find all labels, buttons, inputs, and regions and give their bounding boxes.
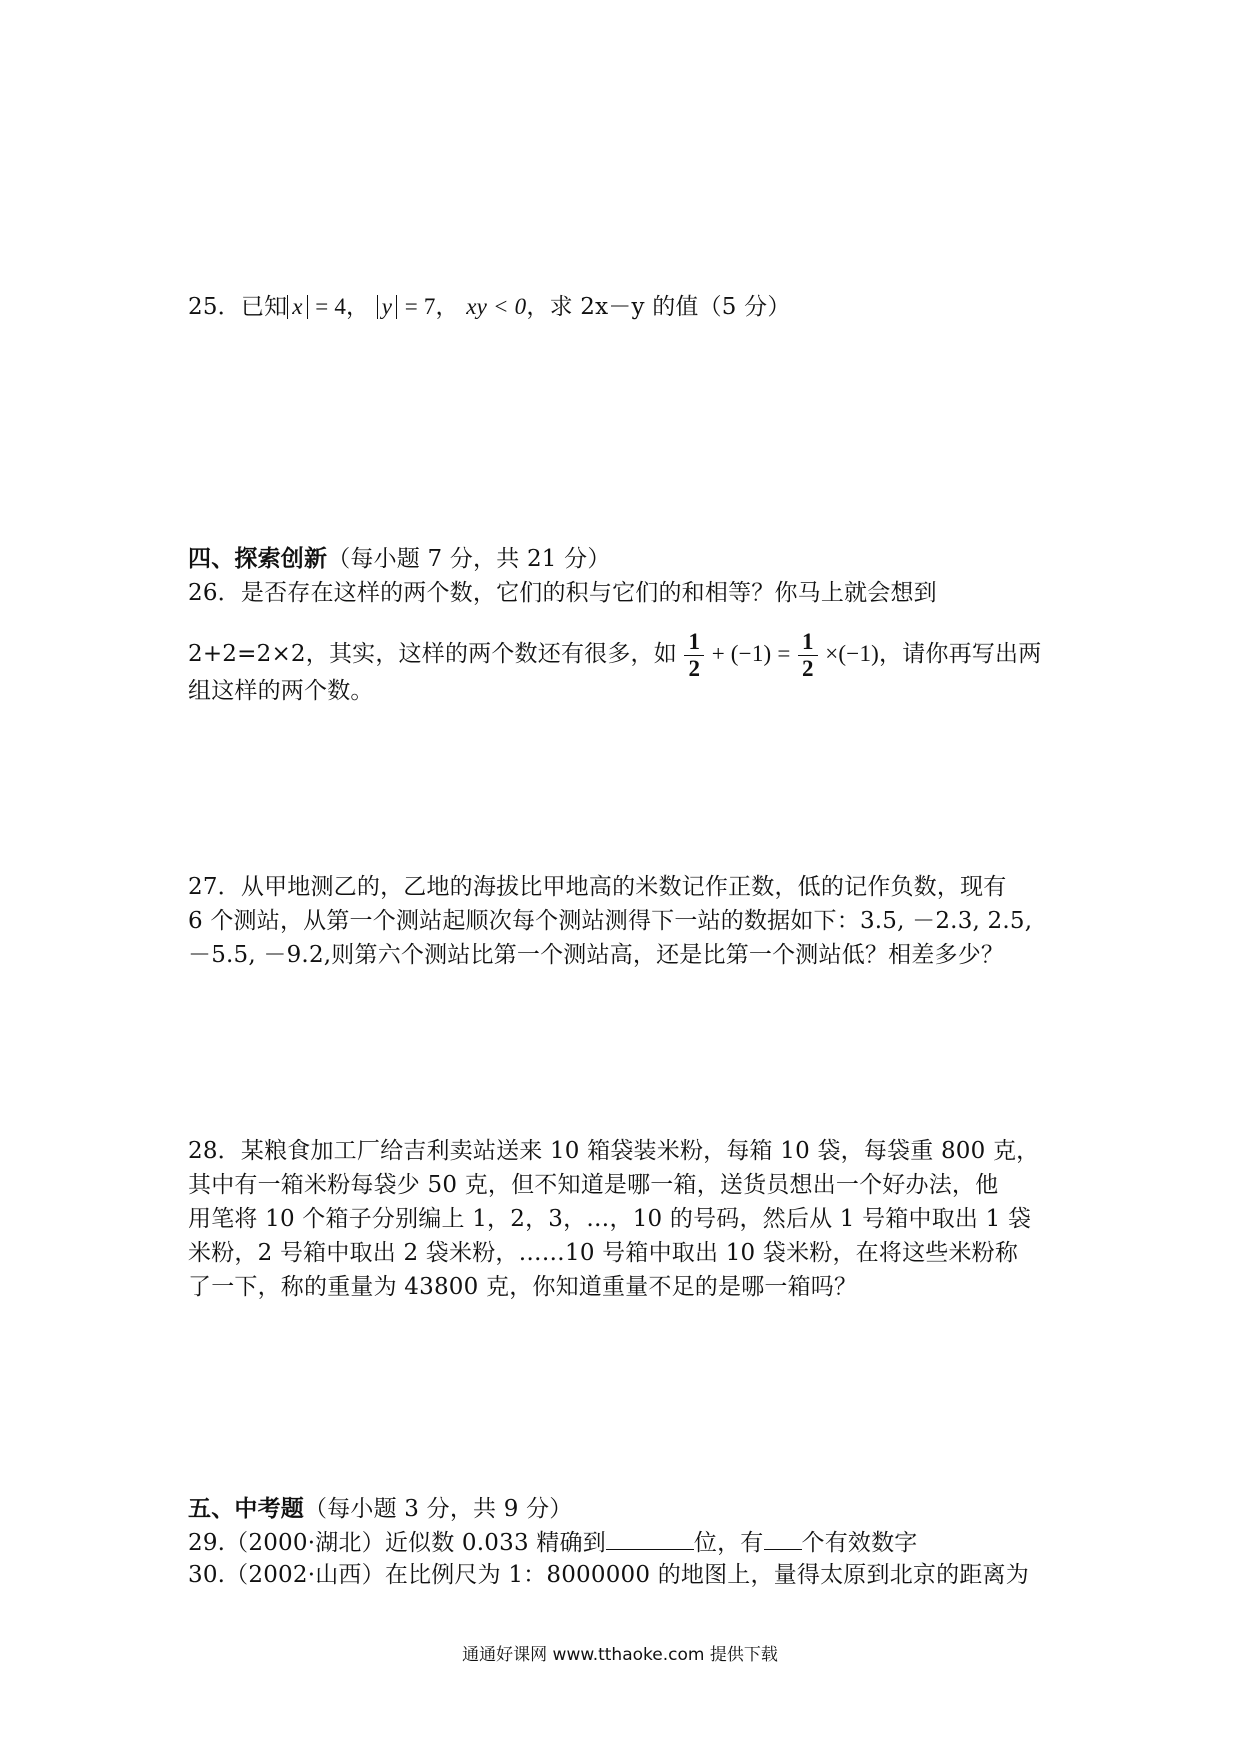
q28-line-3: 用笔将 10 个箱子分别编上 1，2，3，…，10 的号码，然后从 1 号箱中取出 1 袋 xyxy=(188,1206,1032,1232)
fraction-one-half-2 xyxy=(800,629,816,682)
q29-suffix: 个有效数字 xyxy=(801,1530,918,1556)
q29-prefix: 29.（2000·湖北）近似数 0.033 精确到 xyxy=(188,1530,606,1556)
q25-condition: xy < 0 xyxy=(466,294,527,319)
q25-suffix: ，求 2x－y 的值（5 分） xyxy=(526,294,791,320)
q26-line2-prefix: 2+2=2×2，其实，这样的两个数还有很多，如 xyxy=(188,641,677,667)
q26-middle-expression: + (−1) = xyxy=(711,641,791,666)
q26-line-3: 组这样的两个数。 xyxy=(188,678,374,704)
section-4-heading xyxy=(188,544,611,574)
q25-eq1: = 4， xyxy=(315,294,370,319)
q26-line2-suffix: ，请你再写出两 xyxy=(879,641,1042,667)
section-5-note: （每小题 3 分，共 9 分） xyxy=(304,1496,573,1522)
fraction-numerator: 1 xyxy=(802,628,814,654)
section-5-heading xyxy=(188,1494,573,1524)
fraction-denominator: 2 xyxy=(798,655,818,682)
q27-line-2: 6 个测站，从第一个测站起顺次每个测站测得下一站的数据如下：3.5, －2.3, 2.5, xyxy=(188,908,1033,934)
q26-line-2 xyxy=(188,624,1041,684)
question-25 xyxy=(188,292,791,322)
q25-eq2: = 7， xyxy=(404,294,459,319)
section-4-title: 四、探索创新 xyxy=(188,545,328,572)
q28-line-1: 28．某粮食加工厂给吉利卖站送来 10 箱袋装米粉，每箱 10 袋，每袋重 800 克， xyxy=(188,1138,1040,1164)
q27-line-1: 27．从甲地测乙的，乙地的海拔比甲地高的米数记作正数，低的记作负数，现有 xyxy=(188,874,1007,900)
answer-blank-sig-figs[interactable] xyxy=(764,1527,802,1550)
q30-line-1: 30.（2002·山西）在比例尺为 1：8000000 的地图上，量得太原到北京的距离为 xyxy=(188,1562,1029,1588)
q29-mid: 位，有 xyxy=(693,1530,764,1556)
q26-line-1: 26．是否存在这样的两个数，它们的积与它们的和相等？你马上就会想到 xyxy=(188,580,937,606)
page-footer: 通通好课网 www.tthaoke.com 提供下载 xyxy=(462,1645,778,1665)
section-5-title: 五、中考题 xyxy=(188,1495,304,1522)
q28-line-2: 其中有一箱米粉每袋少 50 克，但不知道是哪一箱，送货员想出一个好办法，他 xyxy=(188,1172,999,1198)
q25-prefix: 25．已知 xyxy=(188,294,288,320)
fraction-one-half xyxy=(686,629,702,682)
fraction-denominator: 2 xyxy=(684,655,704,682)
section-4-note: （每小题 7 分，共 21 分） xyxy=(327,546,611,572)
q26-tail-expression: ×(−1) xyxy=(825,641,880,666)
q28-line-5: 了一下，称的重量为 43800 克，你知道重量不足的是哪一箱吗？ xyxy=(188,1274,858,1300)
abs-y: y xyxy=(377,295,397,319)
answer-blank-precision[interactable] xyxy=(606,1527,694,1550)
question-29 xyxy=(188,1527,918,1558)
q27-line-3: －5.5, －9.2,则第六个测站比第一个测站高，还是比第一个测站低？相差多少？ xyxy=(188,942,1005,968)
fraction-numerator: 1 xyxy=(688,628,701,654)
abs-x: x xyxy=(287,295,307,319)
q28-line-4: 米粉，2 号箱中取出 2 袋米粉，……10 号箱中取出 10 袋米粉，在将这些米粉称 xyxy=(188,1240,1019,1266)
